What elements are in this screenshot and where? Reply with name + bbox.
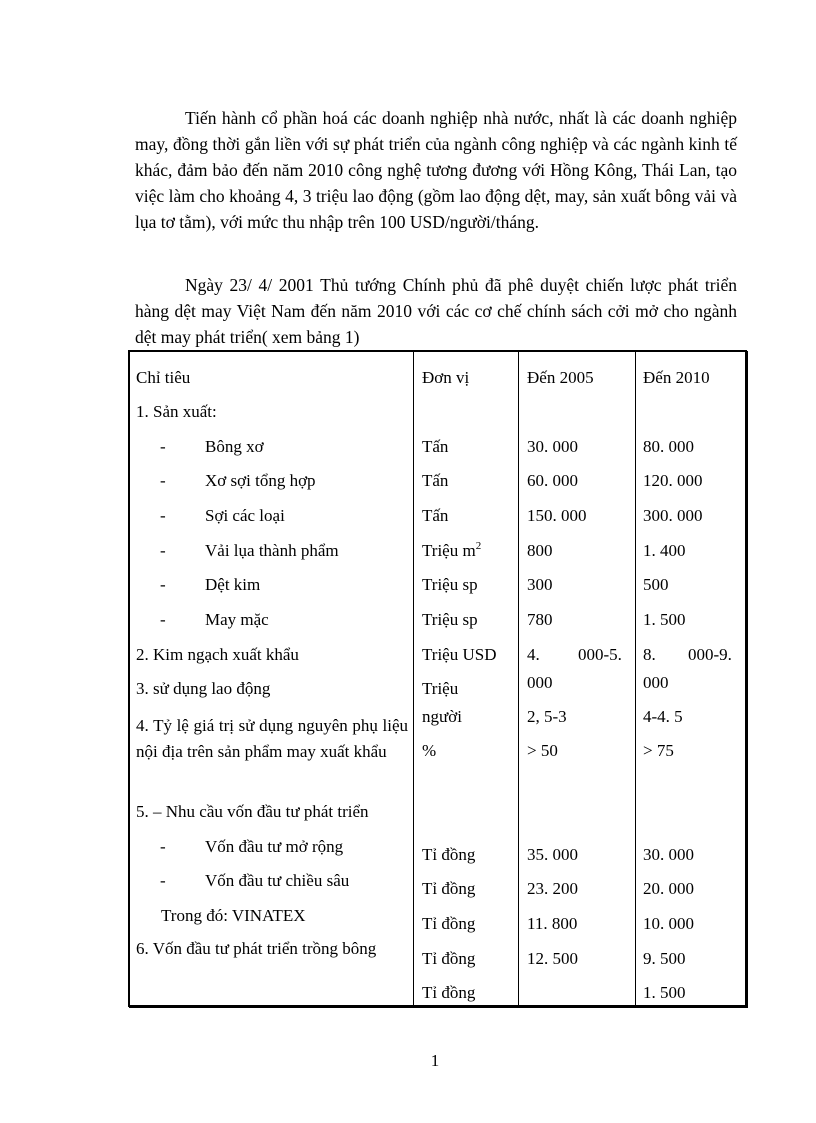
unit-cell: Triệu	[422, 679, 459, 698]
value-2010: 4-4. 5	[643, 707, 683, 726]
column-divider	[635, 352, 636, 1005]
row-investment-needs: 5. – Nhu cầu vốn đầu tư phát triển	[136, 802, 369, 821]
row-export-turnover: 2. Kim ngạch xuất khẩu	[136, 645, 299, 664]
row-vinatex: Trong đó: VINATEX	[161, 906, 306, 925]
value-2010: 8.	[643, 645, 656, 664]
value-2010: 1. 400	[643, 541, 686, 560]
value-2005: 35. 000	[527, 845, 578, 864]
unit-cell: Tấn	[422, 471, 449, 490]
value-2005: 2, 5-3	[527, 707, 567, 726]
value-2010: 10. 000	[643, 914, 694, 933]
row-yarn: - Sợi các loại	[160, 506, 285, 525]
value-2010: 1. 500	[643, 983, 686, 1002]
value-2005: 300	[527, 575, 553, 594]
value-2005: 000-5.	[578, 645, 622, 664]
column-divider	[413, 352, 414, 1005]
row-labor: 3. sử dụng lao động	[136, 679, 271, 698]
unit-cell: Triệu sp	[422, 575, 478, 594]
value-2010: 500	[643, 575, 669, 594]
header-indicator: Chỉ tiêu	[136, 368, 191, 387]
unit-cell: Tấn	[422, 437, 449, 456]
value-2005: 150. 000	[527, 506, 587, 525]
value-2010: > 75	[643, 741, 674, 760]
header-2005: Đến 2005	[527, 368, 594, 387]
body-paragraph-1: Tiến hành cổ phần hoá các doanh nghiệp nhà nước, nhất là các doanh nghiệp may, đồng thời gắn liền với sự phát triển của ngành công nghiệp và các ngành kinh tế khác, đảm bảo đến năm 2010 công nghệ tương đương với Hồng Kông, Thái Lan, tạo việc làm cho khoảng 4, 3 triệu lao động (gồm lao động dệt, may, sản xuất bông vải và lụa tơ tằm), với mức thu nhập trên 100 USD/người/tháng.	[135, 108, 737, 232]
row-synthetic-fiber: - Xơ sợi tổng hợp	[160, 471, 316, 490]
header-2010: Đến 2010	[643, 368, 710, 387]
unit-cell: Tỉ đồng	[422, 845, 476, 864]
row-depth-investment: - Vốn đầu tư chiều sâu	[160, 871, 350, 890]
page-number: 1	[430, 1051, 440, 1070]
unit-cell: Triệu USD	[422, 645, 497, 664]
unit-cell: Tỉ đồng	[422, 879, 476, 898]
value-2010: 300. 000	[643, 506, 703, 525]
unit-cell: Triệu $m^2$	[422, 540, 482, 560]
value-2010: 30. 000	[643, 845, 694, 864]
value-2010: 120. 000	[643, 471, 703, 490]
value-2005: 60. 000	[527, 471, 578, 490]
row-finished-fabric: - Vải lụa thành phẩm	[160, 541, 339, 560]
value-2010: 20. 000	[643, 879, 694, 898]
row-local-materials: 4. Tỷ lệ giá trị sử dụng nguyên phụ liệu nội địa trên sản phẩm may xuất khẩu	[136, 716, 408, 761]
value-2005: > 50	[527, 741, 558, 760]
unit-cell: người	[422, 707, 462, 726]
row-cotton-investment: 6. Vốn đầu tư phát triển trồng bông	[136, 939, 377, 958]
value-2010: 000	[643, 673, 669, 692]
value-2010: 80. 000	[643, 437, 694, 456]
row-production: 1. Sản xuất:	[136, 402, 217, 421]
value-2005: 11. 800	[527, 914, 578, 933]
value-2005: 000	[527, 673, 553, 692]
row-cotton-fiber: - Bông xơ	[160, 437, 264, 456]
value-2005: 800	[527, 541, 553, 560]
value-2010: 9. 500	[643, 949, 686, 968]
body-paragraph-2: Ngày 23/ 4/ 2001 Thủ tướng Chính phủ đã phê duyệt chiến lược phát triển hàng dệt may Việt Nam đến năm 2010 với các cơ chế chính sách cởi mở cho ngành dệt may phát triển( xem bảng 1)	[135, 275, 737, 347]
value-2005: 12. 500	[527, 949, 578, 968]
value-2005: 780	[527, 610, 553, 629]
unit-cell: Tấn	[422, 506, 449, 525]
value-2010: 1. 500	[643, 610, 686, 629]
value-2005: 30. 000	[527, 437, 578, 456]
unit-cell: Triệu sp	[422, 610, 478, 629]
value-2005: 4.	[527, 645, 540, 664]
column-divider	[518, 352, 519, 1005]
unit-cell: Tỉ đồng	[422, 949, 476, 968]
header-unit: Đơn vị	[422, 368, 470, 387]
row-expansion-investment: - Vốn đầu tư mở rộng	[160, 837, 344, 856]
unit-cell: Tỉ đồng	[422, 983, 476, 1002]
unit-cell: %	[422, 741, 437, 760]
unit-cell: Tỉ đồng	[422, 914, 476, 933]
strategy-table	[128, 350, 747, 1007]
value-2010: 000-9.	[688, 645, 732, 664]
value-2005: 23. 200	[527, 879, 578, 898]
row-knitting: - Dệt kim	[160, 575, 261, 594]
row-garments: - May mặc	[160, 610, 269, 629]
